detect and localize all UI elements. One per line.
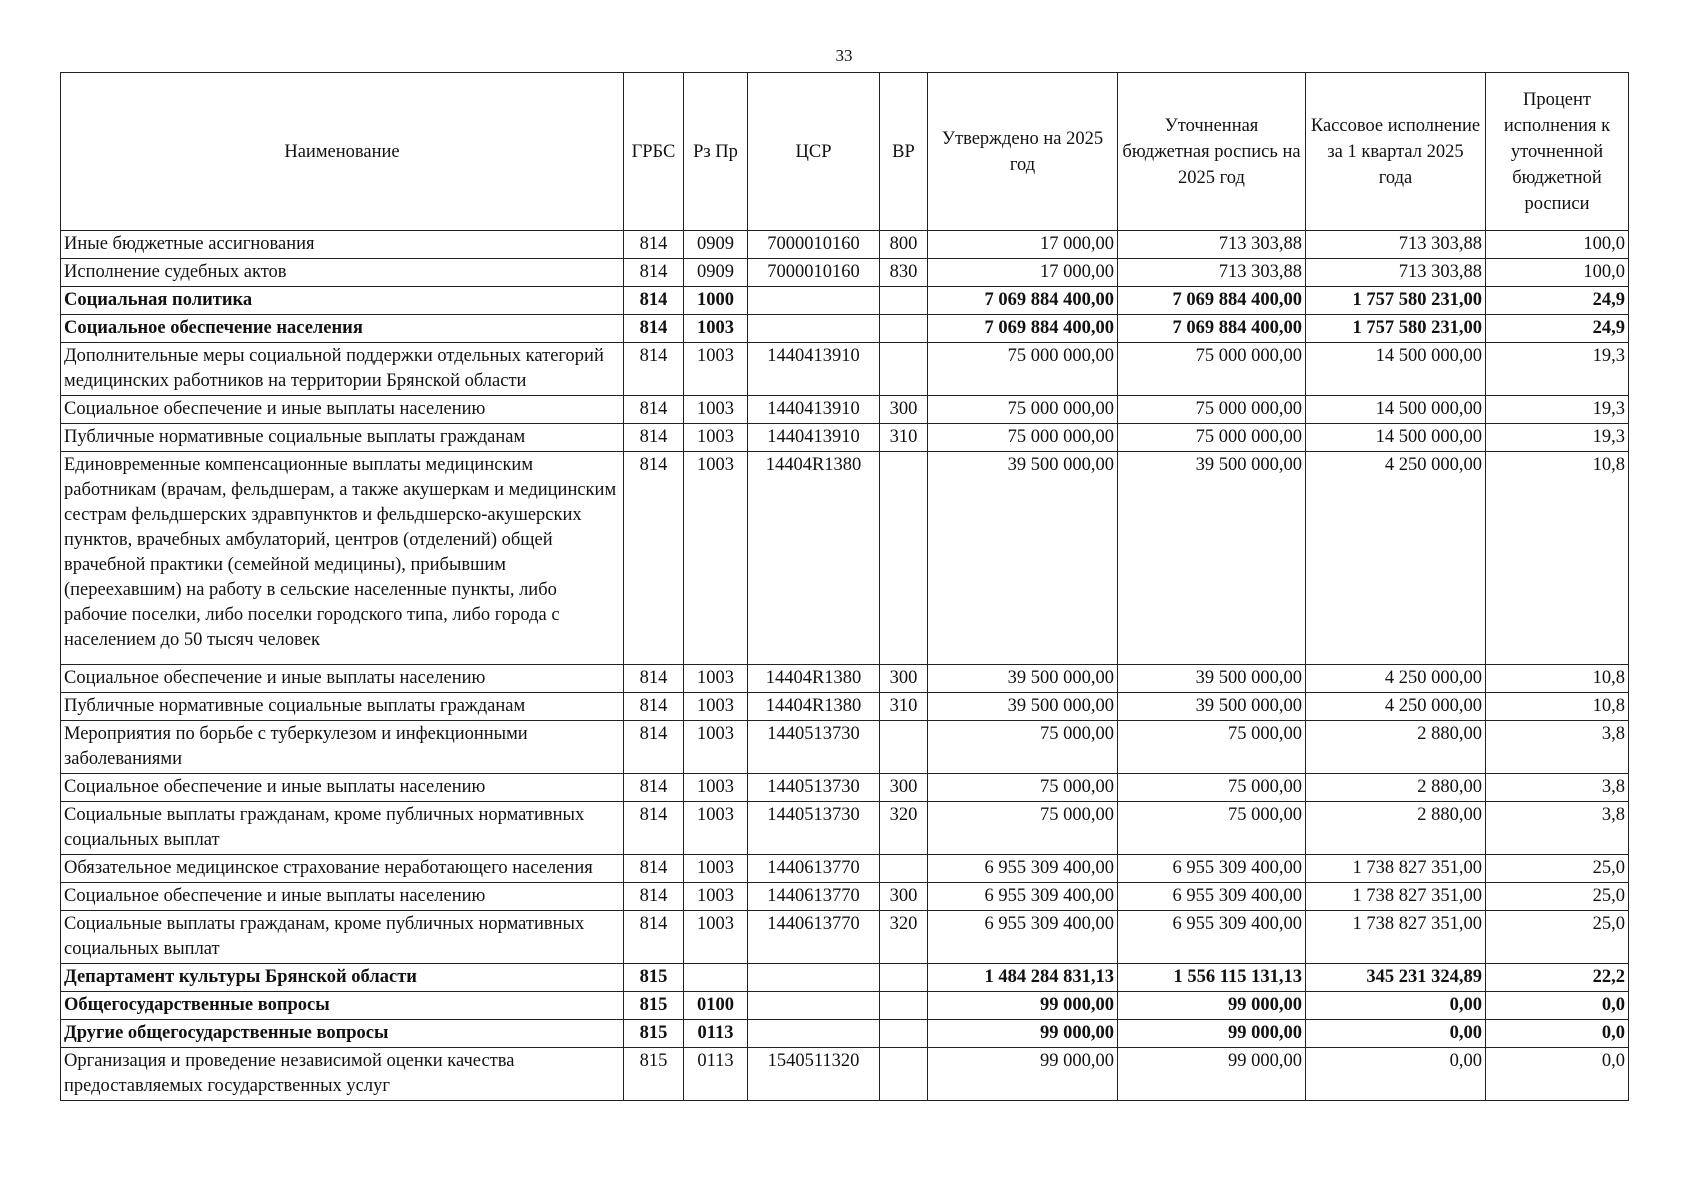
cell-rzpr: 1003 — [684, 802, 748, 855]
cell-percent: 100,0 — [1486, 259, 1629, 287]
cell-grbs: 814 — [624, 452, 684, 665]
table-row — [61, 452, 1629, 665]
cell-percent: 19,3 — [1486, 343, 1629, 396]
cell-vr: 320 — [880, 911, 928, 964]
table-header-row — [61, 73, 1629, 231]
cell-csr: 1440513730 — [748, 802, 880, 855]
cell-name: Социальная политика — [61, 287, 624, 315]
table-row — [61, 665, 1629, 693]
cell-name: Исполнение судебных актов — [61, 259, 624, 287]
cell-refined: 75 000,00 — [1118, 721, 1306, 774]
cell-name: Организация и проведение независимой оценки качества предоставляемых государственных услуг — [61, 1048, 624, 1101]
cell-rzpr: 0113 — [684, 1048, 748, 1101]
cell-approved: 75 000 000,00 — [928, 396, 1118, 424]
table-row — [61, 343, 1629, 396]
cell-cash: 1 738 827 351,00 — [1306, 855, 1486, 883]
cell-percent: 24,9 — [1486, 315, 1629, 343]
table-row — [61, 855, 1629, 883]
cell-name: Публичные нормативные социальные выплаты гражданам — [61, 693, 624, 721]
cell-csr: 1440513730 — [748, 774, 880, 802]
cell-refined: 75 000 000,00 — [1118, 396, 1306, 424]
cell-refined: 7 069 884 400,00 — [1118, 315, 1306, 343]
cell-grbs: 814 — [624, 911, 684, 964]
cell-grbs: 815 — [624, 1048, 684, 1101]
cell-name: Иные бюджетные ассигнования — [61, 231, 624, 259]
cell-grbs: 814 — [624, 315, 684, 343]
cell-csr — [748, 992, 880, 1020]
cell-rzpr: 1003 — [684, 665, 748, 693]
cell-rzpr: 1003 — [684, 315, 748, 343]
cell-rzpr: 1003 — [684, 693, 748, 721]
cell-name: Единовременные компенсационные выплаты медицинским работникам (врачам, фельдшерам, а также акушеркам и медицинским сестрам фельдшерских здравпунктов и фельдшерско-акушерских пунктов, врачебных амбулаторий, центров (отделений) общей врачебной практики (семейной медицины), прибывшим (переехавшим) на работу в сельские населенные пункты, либо рабочие поселки, либо поселки городского типа, либо города с населением до 50 тысяч человек — [61, 452, 624, 665]
cell-percent: 25,0 — [1486, 855, 1629, 883]
header-grbs: ГРБС — [624, 73, 684, 231]
cell-cash: 713 303,88 — [1306, 231, 1486, 259]
header-csr: ЦСР — [748, 73, 880, 231]
table-row — [61, 693, 1629, 721]
cell-percent: 10,8 — [1486, 693, 1629, 721]
table-row — [61, 315, 1629, 343]
table-row — [61, 1048, 1629, 1101]
cell-rzpr: 1003 — [684, 774, 748, 802]
cell-refined: 713 303,88 — [1118, 231, 1306, 259]
cell-name: Обязательное медицинское страхование неработающего населения — [61, 855, 624, 883]
cell-csr: 1440613770 — [748, 883, 880, 911]
cell-cash: 1 738 827 351,00 — [1306, 911, 1486, 964]
header-approved: Утверждено на 2025 год — [928, 73, 1118, 231]
cell-approved: 6 955 309 400,00 — [928, 883, 1118, 911]
header-percent: Процент исполнения к уточненной бюджетной росписи — [1486, 73, 1629, 231]
cell-vr — [880, 855, 928, 883]
table-row — [61, 287, 1629, 315]
table-row — [61, 231, 1629, 259]
cell-percent: 100,0 — [1486, 231, 1629, 259]
cell-vr: 830 — [880, 259, 928, 287]
cell-approved: 75 000,00 — [928, 802, 1118, 855]
cell-cash: 0,00 — [1306, 1020, 1486, 1048]
cell-approved: 75 000,00 — [928, 721, 1118, 774]
cell-approved: 7 069 884 400,00 — [928, 315, 1118, 343]
table-row — [61, 883, 1629, 911]
cell-cash: 4 250 000,00 — [1306, 452, 1486, 665]
cell-vr — [880, 721, 928, 774]
cell-approved: 6 955 309 400,00 — [928, 855, 1118, 883]
cell-cash: 0,00 — [1306, 1048, 1486, 1101]
cell-vr — [880, 992, 928, 1020]
cell-csr: 14404R1380 — [748, 452, 880, 665]
table-row — [61, 721, 1629, 774]
cell-percent: 19,3 — [1486, 424, 1629, 452]
cell-rzpr: 1003 — [684, 452, 748, 665]
cell-name: Социальное обеспечение и иные выплаты населению — [61, 396, 624, 424]
cell-refined: 39 500 000,00 — [1118, 665, 1306, 693]
cell-vr: 300 — [880, 665, 928, 693]
cell-csr: 1440413910 — [748, 424, 880, 452]
cell-cash: 2 880,00 — [1306, 802, 1486, 855]
cell-csr: 1440513730 — [748, 721, 880, 774]
cell-rzpr: 1003 — [684, 424, 748, 452]
cell-approved: 39 500 000,00 — [928, 665, 1118, 693]
cell-grbs: 814 — [624, 721, 684, 774]
cell-cash: 345 231 324,89 — [1306, 964, 1486, 992]
cell-vr: 300 — [880, 774, 928, 802]
cell-csr: 1440413910 — [748, 343, 880, 396]
cell-cash: 2 880,00 — [1306, 774, 1486, 802]
cell-name: Мероприятия по борьбе с туберкулезом и инфекционными заболеваниями — [61, 721, 624, 774]
cell-rzpr: 1003 — [684, 883, 748, 911]
cell-refined: 1 556 115 131,13 — [1118, 964, 1306, 992]
cell-refined: 99 000,00 — [1118, 1020, 1306, 1048]
cell-vr — [880, 452, 928, 665]
cell-grbs: 814 — [624, 287, 684, 315]
table-row — [61, 259, 1629, 287]
cell-refined: 75 000,00 — [1118, 802, 1306, 855]
cell-vr: 310 — [880, 424, 928, 452]
cell-cash: 1 738 827 351,00 — [1306, 883, 1486, 911]
cell-refined: 75 000 000,00 — [1118, 343, 1306, 396]
cell-name: Социальное обеспечение и иные выплаты населению — [61, 883, 624, 911]
cell-rzpr: 1003 — [684, 396, 748, 424]
page-number: 33 — [835, 46, 853, 65]
cell-approved: 75 000 000,00 — [928, 343, 1118, 396]
cell-approved: 39 500 000,00 — [928, 452, 1118, 665]
cell-rzpr: 1003 — [684, 343, 748, 396]
cell-refined: 39 500 000,00 — [1118, 693, 1306, 721]
cell-refined: 39 500 000,00 — [1118, 452, 1306, 665]
cell-name: Общегосударственные вопросы — [61, 992, 624, 1020]
cell-grbs: 815 — [624, 1020, 684, 1048]
cell-approved: 1 484 284 831,13 — [928, 964, 1118, 992]
cell-grbs: 814 — [624, 774, 684, 802]
cell-approved: 99 000,00 — [928, 992, 1118, 1020]
cell-grbs: 815 — [624, 992, 684, 1020]
cell-csr: 1440613770 — [748, 855, 880, 883]
cell-cash: 2 880,00 — [1306, 721, 1486, 774]
cell-approved: 17 000,00 — [928, 259, 1118, 287]
cell-refined: 99 000,00 — [1118, 1048, 1306, 1101]
table-row — [61, 964, 1629, 992]
cell-refined: 75 000,00 — [1118, 774, 1306, 802]
cell-vr: 300 — [880, 396, 928, 424]
cell-refined: 713 303,88 — [1118, 259, 1306, 287]
cell-percent: 10,8 — [1486, 665, 1629, 693]
cell-grbs: 814 — [624, 802, 684, 855]
cell-name: Другие общегосударственные вопросы — [61, 1020, 624, 1048]
cell-vr: 310 — [880, 693, 928, 721]
cell-percent: 0,0 — [1486, 992, 1629, 1020]
cell-percent: 3,8 — [1486, 774, 1629, 802]
cell-refined: 6 955 309 400,00 — [1118, 883, 1306, 911]
cell-name: Социальные выплаты гражданам, кроме публичных нормативных социальных выплат — [61, 802, 624, 855]
cell-grbs: 814 — [624, 231, 684, 259]
cell-refined: 7 069 884 400,00 — [1118, 287, 1306, 315]
cell-grbs: 814 — [624, 855, 684, 883]
table-row — [61, 992, 1629, 1020]
table-row — [61, 1020, 1629, 1048]
cell-name: Социальное обеспечение населения — [61, 315, 624, 343]
cell-name: Социальное обеспечение и иные выплаты населению — [61, 774, 624, 802]
cell-csr — [748, 315, 880, 343]
cell-vr — [880, 343, 928, 396]
table-row — [61, 424, 1629, 452]
cell-rzpr — [684, 964, 748, 992]
cell-rzpr: 1003 — [684, 721, 748, 774]
table-row — [61, 802, 1629, 855]
cell-csr: 1540511320 — [748, 1048, 880, 1101]
header-refined: Уточненная бюджетная роспись на 2025 год — [1118, 73, 1306, 231]
cell-name: Департамент культуры Брянской области — [61, 964, 624, 992]
cell-refined: 6 955 309 400,00 — [1118, 911, 1306, 964]
header-rzpr: Рз Пр — [684, 73, 748, 231]
cell-approved: 75 000,00 — [928, 774, 1118, 802]
cell-percent: 19,3 — [1486, 396, 1629, 424]
cell-cash: 4 250 000,00 — [1306, 693, 1486, 721]
cell-cash: 14 500 000,00 — [1306, 396, 1486, 424]
cell-csr: 14404R1380 — [748, 693, 880, 721]
cell-grbs: 814 — [624, 396, 684, 424]
cell-vr — [880, 315, 928, 343]
cell-approved: 75 000 000,00 — [928, 424, 1118, 452]
cell-name: Дополнительные меры социальной поддержки отдельных категорий медицинских работников на территории Брянской области — [61, 343, 624, 396]
cell-approved: 7 069 884 400,00 — [928, 287, 1118, 315]
cell-rzpr: 1000 — [684, 287, 748, 315]
cell-vr: 800 — [880, 231, 928, 259]
cell-rzpr: 0909 — [684, 259, 748, 287]
cell-csr — [748, 964, 880, 992]
cell-percent: 22,2 — [1486, 964, 1629, 992]
cell-vr — [880, 1020, 928, 1048]
budget-table — [60, 72, 1629, 1101]
cell-grbs: 814 — [624, 665, 684, 693]
cell-cash: 14 500 000,00 — [1306, 343, 1486, 396]
cell-cash: 1 757 580 231,00 — [1306, 315, 1486, 343]
cell-cash: 0,00 — [1306, 992, 1486, 1020]
cell-percent: 10,8 — [1486, 452, 1629, 665]
cell-grbs: 814 — [624, 259, 684, 287]
cell-csr: 1440613770 — [748, 911, 880, 964]
cell-csr: 7000010160 — [748, 259, 880, 287]
cell-approved: 99 000,00 — [928, 1020, 1118, 1048]
cell-grbs: 814 — [624, 883, 684, 911]
cell-csr: 7000010160 — [748, 231, 880, 259]
cell-grbs: 814 — [624, 424, 684, 452]
cell-cash: 1 757 580 231,00 — [1306, 287, 1486, 315]
cell-rzpr: 1003 — [684, 855, 748, 883]
cell-percent: 0,0 — [1486, 1020, 1629, 1048]
cell-csr: 14404R1380 — [748, 665, 880, 693]
cell-vr — [880, 1048, 928, 1101]
cell-name: Социальное обеспечение и иные выплаты населению — [61, 665, 624, 693]
cell-vr: 300 — [880, 883, 928, 911]
cell-percent: 24,9 — [1486, 287, 1629, 315]
cell-cash: 4 250 000,00 — [1306, 665, 1486, 693]
cell-percent: 25,0 — [1486, 883, 1629, 911]
cell-refined: 6 955 309 400,00 — [1118, 855, 1306, 883]
cell-vr — [880, 964, 928, 992]
header-name: Наименование — [61, 73, 624, 231]
header-vr: ВР — [880, 73, 928, 231]
cell-grbs: 814 — [624, 343, 684, 396]
cell-percent: 3,8 — [1486, 721, 1629, 774]
cell-csr — [748, 287, 880, 315]
cell-percent: 25,0 — [1486, 911, 1629, 964]
cell-percent: 0,0 — [1486, 1048, 1629, 1101]
table-row — [61, 396, 1629, 424]
cell-cash: 713 303,88 — [1306, 259, 1486, 287]
cell-rzpr: 0909 — [684, 231, 748, 259]
cell-approved: 39 500 000,00 — [928, 693, 1118, 721]
cell-percent: 3,8 — [1486, 802, 1629, 855]
cell-grbs: 815 — [624, 964, 684, 992]
cell-vr: 320 — [880, 802, 928, 855]
cell-approved: 99 000,00 — [928, 1048, 1118, 1101]
cell-name: Публичные нормативные социальные выплаты гражданам — [61, 424, 624, 452]
cell-csr: 1440413910 — [748, 396, 880, 424]
cell-approved: 6 955 309 400,00 — [928, 911, 1118, 964]
cell-cash: 14 500 000,00 — [1306, 424, 1486, 452]
table-row — [61, 911, 1629, 964]
cell-rzpr: 0100 — [684, 992, 748, 1020]
header-cash: Кассовое исполнение за 1 квартал 2025 года — [1306, 73, 1486, 231]
cell-rzpr: 1003 — [684, 911, 748, 964]
cell-approved: 17 000,00 — [928, 231, 1118, 259]
cell-csr — [748, 1020, 880, 1048]
cell-name: Социальные выплаты гражданам, кроме публичных нормативных социальных выплат — [61, 911, 624, 964]
cell-grbs: 814 — [624, 693, 684, 721]
table-row — [61, 774, 1629, 802]
cell-refined: 99 000,00 — [1118, 992, 1306, 1020]
cell-refined: 75 000 000,00 — [1118, 424, 1306, 452]
cell-vr — [880, 287, 928, 315]
cell-rzpr: 0113 — [684, 1020, 748, 1048]
